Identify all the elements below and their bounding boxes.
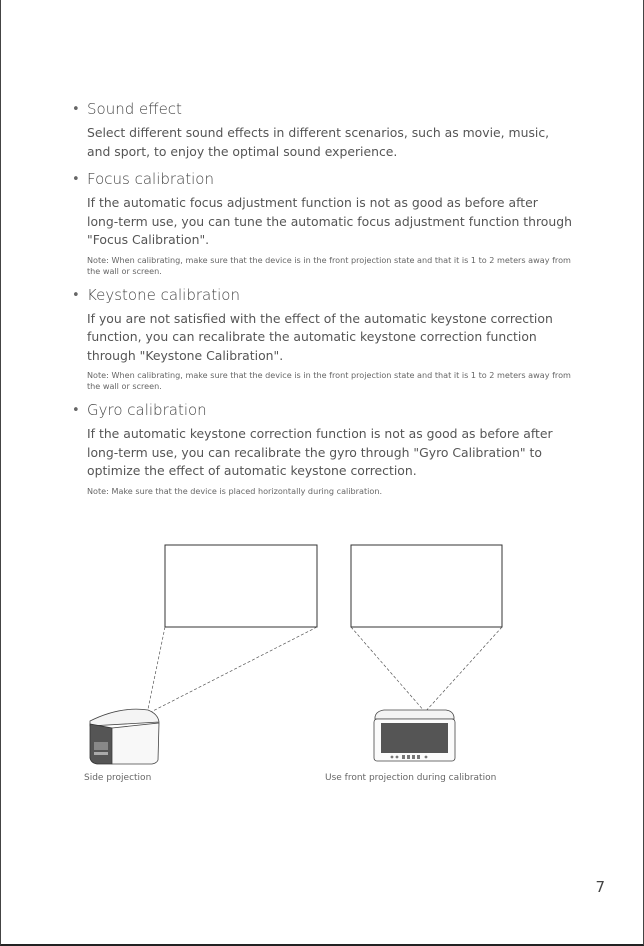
section-body: Select different sound effects in different scenarios, such as movie, music, and sport, to enjoy the optimal sound experience.: [87, 125, 550, 159]
section-heading: Gyro calibration: [87, 401, 207, 419]
projector-side-view: [90, 709, 159, 764]
right-screen: [351, 545, 502, 627]
section-keystone-calibration: [72, 284, 572, 393]
section-note: Note: When calibrating, make sure that the device is in the front projection state and that it is 1 to 2 meters away from the wall or screen.: [87, 370, 571, 391]
section-heading: Focus calibration: [87, 170, 214, 188]
section-body: If you are not satisfied with the effect of the automatic keystone correction function, you can recalibrate the automatic keystone correction function through "Keystone Calibration".: [87, 310, 553, 363]
left-caption: Side projection: [84, 773, 152, 783]
projection-illustration: [0, 530, 644, 800]
section-heading: Keystone calibration: [87, 285, 240, 304]
section-note: Note: Make sure that the device is placed horizontally during calibration.: [87, 485, 383, 496]
bullet-icon: •: [72, 403, 80, 418]
left-screen: [165, 545, 317, 627]
projector-front-view: [374, 710, 455, 761]
section-gyro-calibration: [72, 399, 572, 497]
section-sound-effect: [72, 98, 572, 161]
manual-content: [72, 98, 572, 504]
page-number: 7: [595, 878, 605, 896]
section-heading: Sound effect: [87, 100, 182, 118]
bullet-icon: •: [72, 287, 80, 303]
right-caption: Use front projection during calibration: [325, 773, 497, 783]
projection-diagram: [0, 530, 644, 800]
section-body: If the automatic keystone correction function is not as good as before after long-term use, you can recalibrate the gyro through "Gyro Calibration" to optimize the effect of automatic keystone correction.: [87, 426, 553, 478]
bullet-icon: •: [72, 172, 80, 187]
section-body: If the automatic focus adjustment function is not as good as before after long-term use, you can tune the automatic focus adjustment function through "Focus Calibration".: [87, 195, 572, 247]
section-note: Note: When calibrating, make sure that the device is in the front projection state and that it is 1 to 2 meters away from the wall or screen.: [87, 254, 571, 276]
bullet-icon: •: [72, 102, 80, 117]
section-focus-calibration: [72, 168, 572, 277]
